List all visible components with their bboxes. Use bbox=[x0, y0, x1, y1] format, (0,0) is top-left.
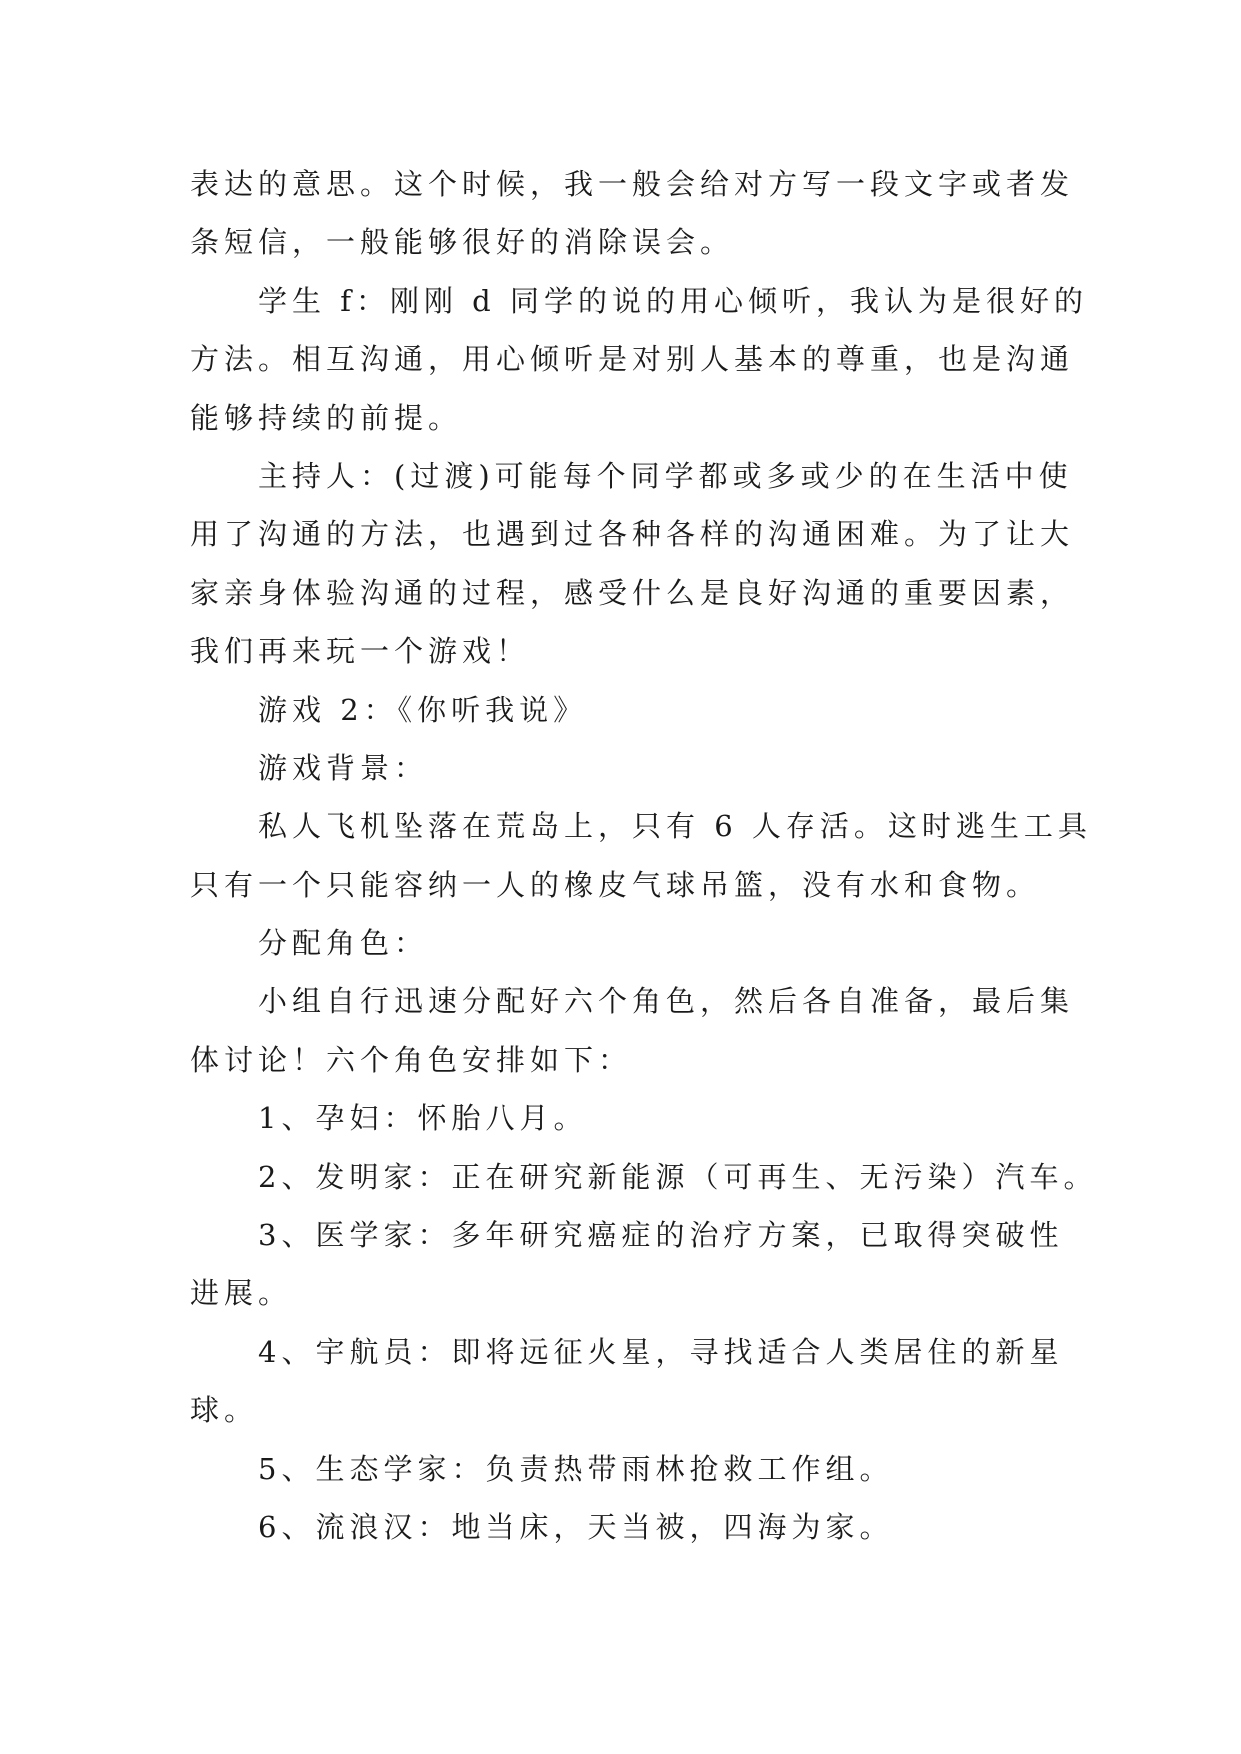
text-line: 只有一个只能容纳一人的橡皮气球吊篮，没有水和食物。 bbox=[190, 867, 1041, 902]
text-line: 分配角色： bbox=[258, 926, 429, 961]
text-line: 小组自行迅速分配好六个角色，然后各自准备，最后集 bbox=[258, 984, 1075, 1019]
text-line: 主持人：(过渡)可能每个同学都或多或少的在生活中使 bbox=[258, 458, 1073, 493]
list-item-role-2 bbox=[190, 1148, 1130, 1206]
text-line: 我们再来玩一个游戏！ bbox=[190, 634, 531, 669]
text-line: 用了沟通的方法，也遇到过各种各样的沟通困难。为了让大 bbox=[190, 517, 1075, 552]
text-line: 2、发明家：正在研究新能源（可再生、无污染）汽车。 bbox=[258, 1159, 1098, 1194]
paragraph-game-background-heading bbox=[190, 739, 1130, 797]
text-line: 方法。相互沟通，用心倾听是对别人基本的尊重，也是沟通 bbox=[190, 342, 1075, 377]
text-line: 私人飞机坠落在荒岛上，只有 6 人存活。这时逃生工具 bbox=[258, 809, 1092, 844]
text-line: 6、流浪汉：地当床，天当被，四海为家。 bbox=[258, 1509, 894, 1544]
text-line: 条短信，一般能够很好的消除误会。 bbox=[190, 225, 735, 260]
paragraph-roles-intro bbox=[190, 972, 1130, 1089]
text-line: 进展。 bbox=[190, 1276, 293, 1311]
text-line: 体讨论！六个角色安排如下： bbox=[190, 1042, 633, 1077]
text-line: 5、生态学家：负责热带雨林抢救工作组。 bbox=[258, 1451, 894, 1486]
text-line: 3、医学家：多年研究癌症的治疗方案，已取得突破性 bbox=[258, 1218, 1064, 1253]
text-line: 家亲身体验沟通的过程，感受什么是良好沟通的重要因素， bbox=[190, 575, 1075, 610]
text-line: 游戏背景： bbox=[258, 750, 429, 785]
paragraph-game-background bbox=[190, 797, 1130, 914]
paragraph-continuation bbox=[190, 155, 1130, 272]
list-item-role-1 bbox=[190, 1089, 1130, 1147]
text-line: 4、宇航员：即将远征火星，寻找适合人类居住的新星 bbox=[258, 1334, 1064, 1369]
list-item-role-5 bbox=[190, 1440, 1130, 1498]
list-item-role-6 bbox=[190, 1498, 1130, 1556]
paragraph-student-f bbox=[190, 272, 1130, 447]
text-line: 学生 f：刚刚 d 同学的说的用心倾听，我认为是很好的 bbox=[258, 283, 1088, 318]
paragraph-host bbox=[190, 447, 1130, 681]
document-body bbox=[190, 155, 1130, 1556]
text-line: 游戏 2：《你听我说》 bbox=[258, 692, 588, 727]
text-line: 1、孕妇：怀胎八月。 bbox=[258, 1101, 588, 1136]
text-line: 表达的意思。这个时候，我一般会给对方写一段文字或者发 bbox=[190, 167, 1075, 201]
paragraph-roles-heading bbox=[190, 914, 1130, 972]
list-item-role-4 bbox=[190, 1323, 1130, 1440]
list-item-role-3 bbox=[190, 1206, 1130, 1323]
text-line: 能够持续的前提。 bbox=[190, 400, 463, 435]
text-line: 球。 bbox=[190, 1393, 259, 1428]
paragraph-game-title bbox=[190, 681, 1130, 739]
